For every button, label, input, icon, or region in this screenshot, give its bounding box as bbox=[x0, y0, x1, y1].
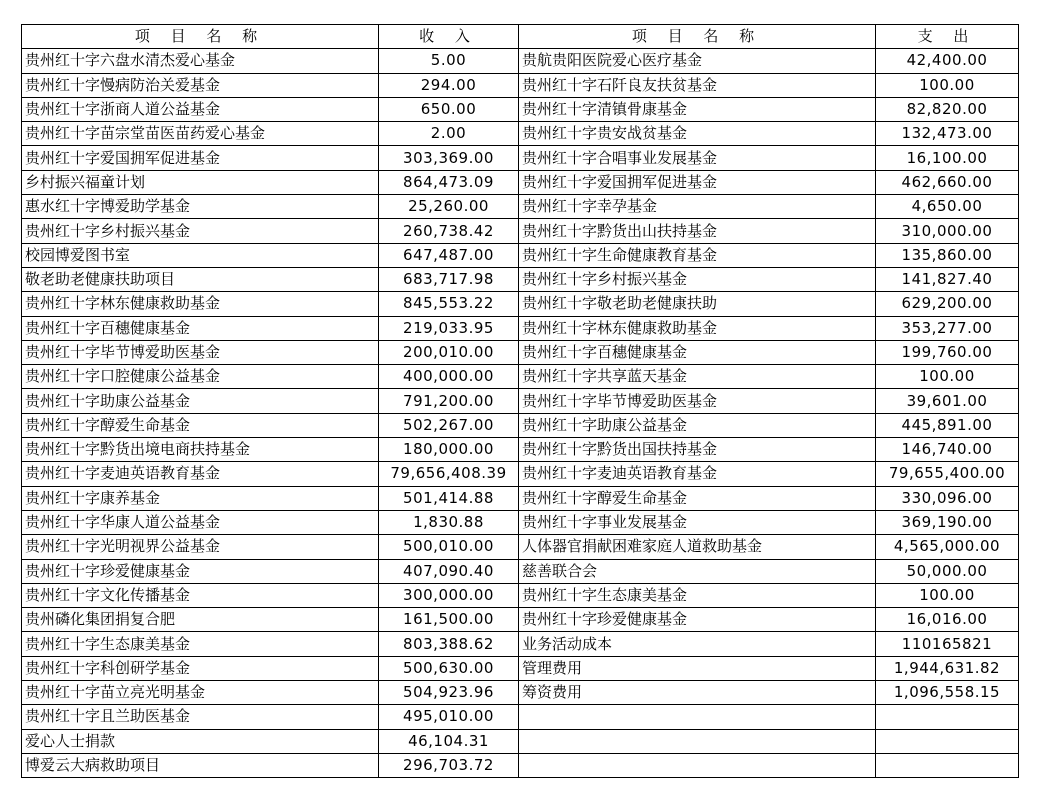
table-row bbox=[22, 243, 1019, 267]
table-row bbox=[22, 389, 1019, 413]
income-amount-cell: 845,553.22 bbox=[379, 292, 519, 316]
expense-name-cell: 贵州红十字石阡良友扶贫基金 bbox=[519, 73, 876, 97]
income-name-cell: 贵州红十字生态康美基金 bbox=[22, 632, 379, 656]
income-name-cell: 贵州红十字毕节博爱助医基金 bbox=[22, 340, 379, 364]
expense-name-cell: 贵州红十字清镇骨康基金 bbox=[519, 97, 876, 121]
expense-amount-cell: 629,200.00 bbox=[876, 292, 1019, 316]
expense-amount-cell: 135,860.00 bbox=[876, 243, 1019, 267]
income-amount-cell: 260,738.42 bbox=[379, 219, 519, 243]
table-row bbox=[22, 535, 1019, 559]
income-amount-cell: 296,703.72 bbox=[379, 753, 519, 777]
income-name-cell: 贵州红十字科创研学基金 bbox=[22, 656, 379, 680]
income-expense-table bbox=[21, 24, 1019, 778]
table-row bbox=[22, 510, 1019, 534]
expense-amount-cell: 100.00 bbox=[876, 73, 1019, 97]
income-name-cell: 贵州红十字麦迪英语教育基金 bbox=[22, 462, 379, 486]
expense-amount-cell: 4,565,000.00 bbox=[876, 535, 1019, 559]
expense-name-cell: 贵州红十字生命健康教育基金 bbox=[519, 243, 876, 267]
income-amount-cell: 400,000.00 bbox=[379, 365, 519, 389]
income-amount-header: 收 入 bbox=[379, 25, 519, 49]
table-row bbox=[22, 583, 1019, 607]
expense-amount-cell: 42,400.00 bbox=[876, 49, 1019, 73]
expense-amount-cell: 16,100.00 bbox=[876, 146, 1019, 170]
table-row bbox=[22, 608, 1019, 632]
expense-name-cell: 贵州红十字合唱事业发展基金 bbox=[519, 146, 876, 170]
expense-amount-cell: 445,891.00 bbox=[876, 413, 1019, 437]
income-name-cell: 贵州红十字且兰助医基金 bbox=[22, 705, 379, 729]
expense-name-cell: 贵州红十字事业发展基金 bbox=[519, 510, 876, 534]
table-row bbox=[22, 49, 1019, 73]
income-amount-cell: 500,630.00 bbox=[379, 656, 519, 680]
income-name-cell: 校园博爱图书室 bbox=[22, 243, 379, 267]
expense-name-cell: 业务活动成本 bbox=[519, 632, 876, 656]
income-amount-cell: 46,104.31 bbox=[379, 729, 519, 753]
expense-name-cell bbox=[519, 753, 876, 777]
expense-amount-cell: 100.00 bbox=[876, 583, 1019, 607]
table-row bbox=[22, 462, 1019, 486]
income-name-cell: 贵州红十字乡村振兴基金 bbox=[22, 219, 379, 243]
income-amount-cell: 161,500.00 bbox=[379, 608, 519, 632]
table-row bbox=[22, 97, 1019, 121]
table-row bbox=[22, 486, 1019, 510]
income-amount-cell: 180,000.00 bbox=[379, 438, 519, 462]
expense-amount-cell: 50,000.00 bbox=[876, 559, 1019, 583]
income-name-cell: 贵州红十字苗立亮光明基金 bbox=[22, 681, 379, 705]
table-row bbox=[22, 753, 1019, 777]
income-amount-cell: 2.00 bbox=[379, 122, 519, 146]
income-amount-cell: 502,267.00 bbox=[379, 413, 519, 437]
expense-name-cell: 管理费用 bbox=[519, 656, 876, 680]
expense-name-cell: 贵州红十字敬老助老健康扶助 bbox=[519, 292, 876, 316]
expense-amount-cell bbox=[876, 753, 1019, 777]
income-name-cell: 贵州红十字助康公益基金 bbox=[22, 389, 379, 413]
expense-name-cell: 贵州红十字生态康美基金 bbox=[519, 583, 876, 607]
income-name-cell: 贵州红十字康养基金 bbox=[22, 486, 379, 510]
income-amount-cell: 647,487.00 bbox=[379, 243, 519, 267]
expense-name-cell: 贵州红十字共享蓝天基金 bbox=[519, 365, 876, 389]
table-row bbox=[22, 146, 1019, 170]
expense-amount-cell: 199,760.00 bbox=[876, 340, 1019, 364]
table-row bbox=[22, 73, 1019, 97]
expense-amount-cell: 353,277.00 bbox=[876, 316, 1019, 340]
income-name-cell: 爱心人士捐款 bbox=[22, 729, 379, 753]
expense-amount-cell: 1,096,558.15 bbox=[876, 681, 1019, 705]
expense-amount-cell: 330,096.00 bbox=[876, 486, 1019, 510]
expense-name-cell: 贵州红十字毕节博爱助医基金 bbox=[519, 389, 876, 413]
table-row bbox=[22, 365, 1019, 389]
income-name-cell: 贵州红十字醇爱生命基金 bbox=[22, 413, 379, 437]
income-amount-cell: 219,033.95 bbox=[379, 316, 519, 340]
table-row bbox=[22, 632, 1019, 656]
expense-amount-cell: 79,655,400.00 bbox=[876, 462, 1019, 486]
income-name-cell: 贵州红十字珍爱健康基金 bbox=[22, 559, 379, 583]
income-name-header: 项 目 名 称 bbox=[22, 25, 379, 49]
income-name-cell: 贵州红十字浙商人道公益基金 bbox=[22, 97, 379, 121]
income-name-cell: 贵州红十字慢病防治关爱基金 bbox=[22, 73, 379, 97]
expense-name-cell: 贵州红十字麦迪英语教育基金 bbox=[519, 462, 876, 486]
income-name-cell: 贵州红十字黔货出境电商扶持基金 bbox=[22, 438, 379, 462]
table-body bbox=[22, 49, 1019, 778]
expense-name-cell: 贵州红十字黔货出国扶持基金 bbox=[519, 438, 876, 462]
income-name-cell: 乡村振兴福童计划 bbox=[22, 170, 379, 194]
expense-name-cell bbox=[519, 729, 876, 753]
expense-amount-cell: 462,660.00 bbox=[876, 170, 1019, 194]
income-amount-cell: 79,656,408.39 bbox=[379, 462, 519, 486]
expense-name-header: 项 目 名 称 bbox=[519, 25, 876, 49]
income-name-cell: 贵州磷化集团捐复合肥 bbox=[22, 608, 379, 632]
income-name-cell: 贵州红十字华康人道公益基金 bbox=[22, 510, 379, 534]
expense-name-cell: 贵州红十字幸孕基金 bbox=[519, 195, 876, 219]
table-row bbox=[22, 292, 1019, 316]
income-amount-cell: 683,717.98 bbox=[379, 267, 519, 291]
income-amount-cell: 1,830.88 bbox=[379, 510, 519, 534]
table-header-row bbox=[22, 25, 1019, 49]
expense-amount-cell: 16,016.00 bbox=[876, 608, 1019, 632]
income-amount-cell: 303,369.00 bbox=[379, 146, 519, 170]
expense-amount-cell: 1,944,631.82 bbox=[876, 656, 1019, 680]
expense-name-cell: 贵州红十字林东健康救助基金 bbox=[519, 316, 876, 340]
expense-name-cell: 贵航贵阳医院爱心医疗基金 bbox=[519, 49, 876, 73]
expense-amount-cell: 110165821 bbox=[876, 632, 1019, 656]
income-name-cell: 敬老助老健康扶助项目 bbox=[22, 267, 379, 291]
income-name-cell: 贵州红十字文化传播基金 bbox=[22, 583, 379, 607]
income-amount-cell: 25,260.00 bbox=[379, 195, 519, 219]
table-row bbox=[22, 267, 1019, 291]
expense-name-cell: 慈善联合会 bbox=[519, 559, 876, 583]
income-amount-cell: 495,010.00 bbox=[379, 705, 519, 729]
table-row bbox=[22, 170, 1019, 194]
income-name-cell: 惠水红十字博爱助学基金 bbox=[22, 195, 379, 219]
expense-amount-cell: 132,473.00 bbox=[876, 122, 1019, 146]
expense-name-cell: 贵州红十字珍爱健康基金 bbox=[519, 608, 876, 632]
income-amount-cell: 500,010.00 bbox=[379, 535, 519, 559]
expense-name-cell: 人体器官捐献困难家庭人道救助基金 bbox=[519, 535, 876, 559]
income-name-cell: 贵州红十字苗宗堂苗医苗药爱心基金 bbox=[22, 122, 379, 146]
income-amount-cell: 791,200.00 bbox=[379, 389, 519, 413]
expense-name-cell: 贵州红十字爱国拥军促进基金 bbox=[519, 170, 876, 194]
table-row bbox=[22, 705, 1019, 729]
income-amount-cell: 5.00 bbox=[379, 49, 519, 73]
table-row bbox=[22, 219, 1019, 243]
table-row bbox=[22, 681, 1019, 705]
table-row bbox=[22, 413, 1019, 437]
expense-amount-cell: 39,601.00 bbox=[876, 389, 1019, 413]
table-row bbox=[22, 195, 1019, 219]
income-amount-cell: 300,000.00 bbox=[379, 583, 519, 607]
income-amount-cell: 803,388.62 bbox=[379, 632, 519, 656]
income-name-cell: 贵州红十字光明视界公益基金 bbox=[22, 535, 379, 559]
income-name-cell: 贵州红十字百穗健康基金 bbox=[22, 316, 379, 340]
expense-amount-cell: 100.00 bbox=[876, 365, 1019, 389]
table-row bbox=[22, 122, 1019, 146]
expense-name-cell: 贵州红十字百穗健康基金 bbox=[519, 340, 876, 364]
expense-name-cell: 贵州红十字黔货出山扶持基金 bbox=[519, 219, 876, 243]
table-row bbox=[22, 656, 1019, 680]
expense-name-cell bbox=[519, 705, 876, 729]
expense-amount-cell bbox=[876, 705, 1019, 729]
table-row bbox=[22, 729, 1019, 753]
expense-amount-header: 支 出 bbox=[876, 25, 1019, 49]
income-amount-cell: 504,923.96 bbox=[379, 681, 519, 705]
income-name-cell: 贵州红十字爱国拥军促进基金 bbox=[22, 146, 379, 170]
expense-name-cell: 筹资费用 bbox=[519, 681, 876, 705]
expense-amount-cell: 369,190.00 bbox=[876, 510, 1019, 534]
income-name-cell: 贵州红十字林东健康救助基金 bbox=[22, 292, 379, 316]
expense-amount-cell: 141,827.40 bbox=[876, 267, 1019, 291]
table-row bbox=[22, 438, 1019, 462]
income-name-cell: 博爱云大病救助项目 bbox=[22, 753, 379, 777]
table-row bbox=[22, 559, 1019, 583]
income-name-cell: 贵州红十字口腔健康公益基金 bbox=[22, 365, 379, 389]
expense-amount-cell bbox=[876, 729, 1019, 753]
expense-name-cell: 贵州红十字贵安战贫基金 bbox=[519, 122, 876, 146]
expense-name-cell: 贵州红十字醇爱生命基金 bbox=[519, 486, 876, 510]
income-amount-cell: 864,473.09 bbox=[379, 170, 519, 194]
expense-amount-cell: 310,000.00 bbox=[876, 219, 1019, 243]
income-amount-cell: 200,010.00 bbox=[379, 340, 519, 364]
expense-amount-cell: 4,650.00 bbox=[876, 195, 1019, 219]
income-amount-cell: 407,090.40 bbox=[379, 559, 519, 583]
table-row bbox=[22, 316, 1019, 340]
expense-amount-cell: 146,740.00 bbox=[876, 438, 1019, 462]
income-name-cell: 贵州红十字六盘水清杰爱心基金 bbox=[22, 49, 379, 73]
expense-name-cell: 贵州红十字乡村振兴基金 bbox=[519, 267, 876, 291]
expense-name-cell: 贵州红十字助康公益基金 bbox=[519, 413, 876, 437]
income-amount-cell: 650.00 bbox=[379, 97, 519, 121]
income-amount-cell: 294.00 bbox=[379, 73, 519, 97]
table-row bbox=[22, 340, 1019, 364]
expense-amount-cell: 82,820.00 bbox=[876, 97, 1019, 121]
income-amount-cell: 501,414.88 bbox=[379, 486, 519, 510]
